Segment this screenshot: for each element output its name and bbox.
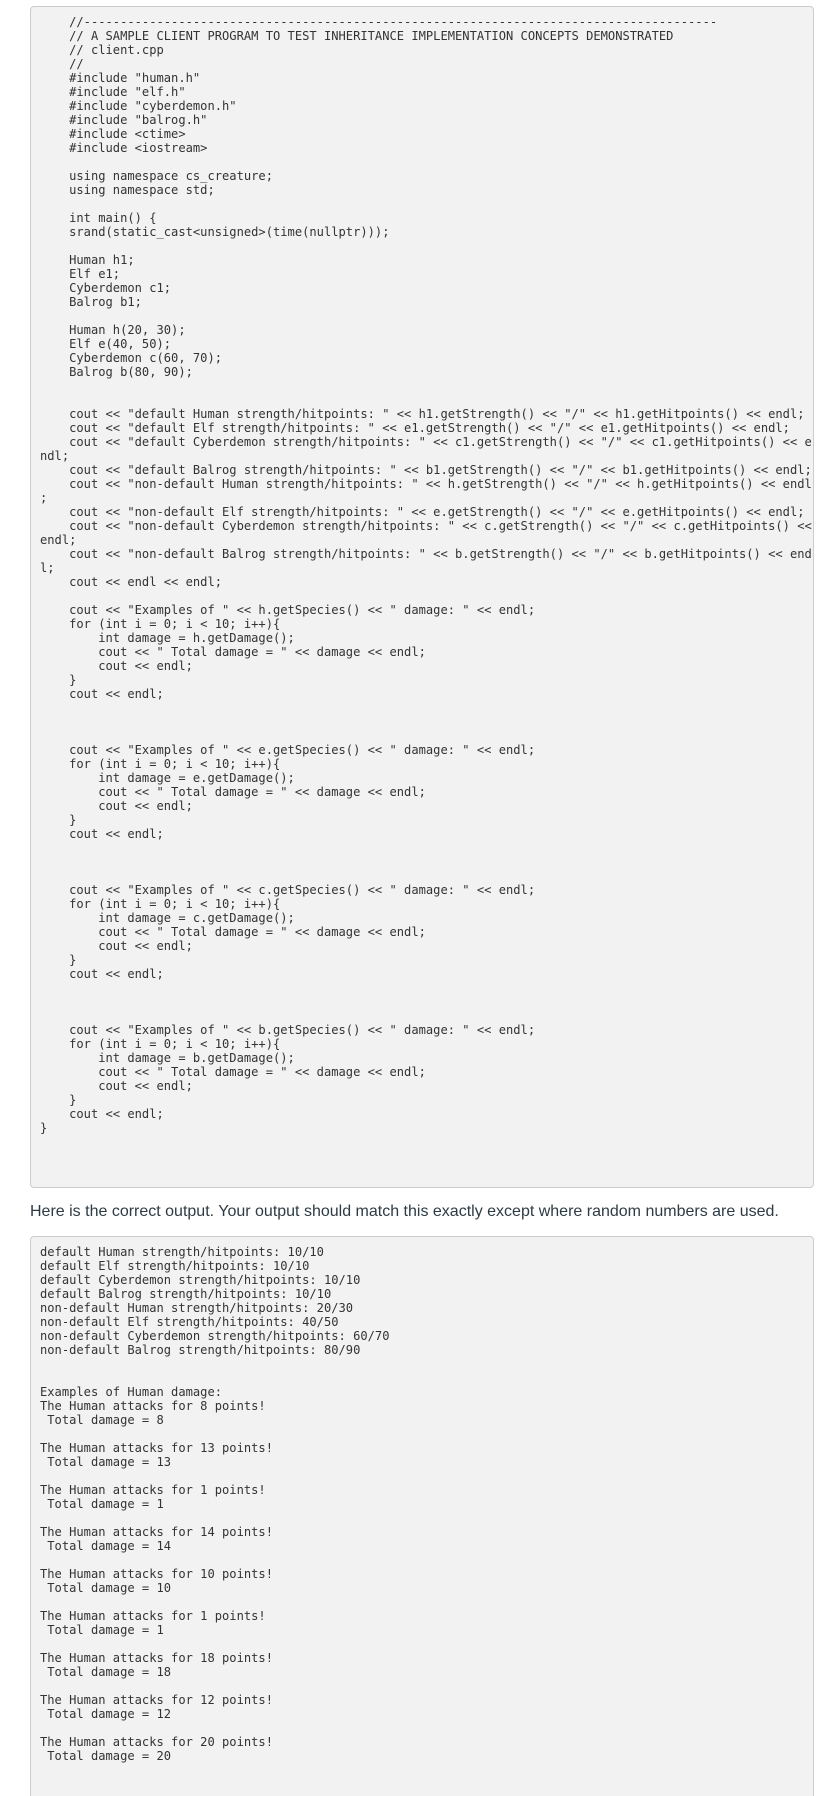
expected-output-text: default Human strength/hitpoints: 10/10 default Elf strength/hitpoints: 10/10 default Cyberdemon strength/hitpoints: 10/10 default Balrog strength/hitpoints: 10/10 non-default Human strength/hitpoints: 20/30 non-default Elf strength/hitpoints: 40/50 non-default Cyberdemon strength/hitpoints: 60/70 non-default Balrog strength/hitpoints: 80/90 Examples of Human damage: The Human attacks for 8 points! Total damage = 8 The Human attacks for 13 points! Total damage = 13 The Human attacks for 1 points! Total damage = 1 The Human attacks for 14 points! Total damage = 14 The Human attacks for 10 points! Total damage = 10 The Human attacks for 1 points! Total damage = 1 The Human attacks for 18 points! Total damage = 18 The Human attacks for 12 points! Total damage = 12 The Human attacks for 20 points! Total damage = 20 (40, 1245, 390, 1763)
output-intro-paragraph: Here is the correct output. Your output should match this exactly except where random numbers are used. (30, 1203, 779, 1220)
client-code-text: //--------------------------------------------------------------------------------------- // A SAMPLE CLIENT PROGRAM TO TEST INHERITANCE IMPLEMENTATION CONCEPTS DEMONSTRATED // client.cpp // #include "human.h" #include "elf.h" #include "cyberdemon.h" #include "balrog.h" #include <ctime> #include <iostream> using namespace cs_creature; using namespace std; int main() { srand(static_cast<unsigned>(time(nullptr))); Human h1; Elf e1; Cyberdemon c1; Balrog b1; Human h(20, 30); Elf e(40, 50); Cyberdemon c(60, 70); Balrog b(80, 90); cout << "default Human strength/hitpoints: " << h1.getStrength() << "/" << h1.getHitpoints() << endl; cout << "default Elf strength/hitpoints: " << e1.getStrength() << "/" << e1.getHitpoints() << endl; cout << "default Cyberdemon strength/hitpoints: " << c1.getStrength() << "/" << c1.getHitpoints() << e ndl; cout << "default Balrog strength/hitpoints: " << b1.getStrength() << "/" << b1.getHitpoints() << endl; cout << "non-default Human strength/hitpoints: " << h.getStrength() << "/" << h.getHitpoints() << endl ; cout << "non-default Elf strength/hitpoints: " << e.getStrength() << "/" << e.getHitpoints() << endl; cout << "non-default Cyberdemon strength/hitpoints: " << c.getStrength() << "/" << c.getHitpoints() << endl; cout << "non-default Balrog strength/hitpoints: " << b.getStrength() << "/" << b.getHitpoints() << end l; cout << endl << endl; cout << "Examples of " << h.getSpecies() << " damage: " << endl; for (int i = 0; i < 10; i++){ int damage = h.getDamage(); cout << " Total damage = " << damage << endl; cout << endl; } cout << endl; cout << "Examples of " << e.getSpecies() << " damage: " << endl; for (int i = 0; i < 10; i++){ int damage = e.getDamage(); cout << " Total damage = " << damage << endl; cout << endl; } cout << endl; cout << "Examples of " << c.getSpecies() << " damage: " << endl; for (int i = 0; i < 10; i++){ int damage = c.getDamage(); cout << " Total damage = " << damage << endl; cout << endl; } cout << endl; cout << "Examples of " << b.getSpecies() << " damage: " << endl; for (int i = 0; i < 10; i++){ int damage = b.getDamage(); cout << " Total damage = " << damage << endl; cout << endl; } cout << endl; } (40, 15, 812, 1135)
client-code-block (30, 6, 814, 1188)
expected-output-block (30, 1236, 814, 1796)
